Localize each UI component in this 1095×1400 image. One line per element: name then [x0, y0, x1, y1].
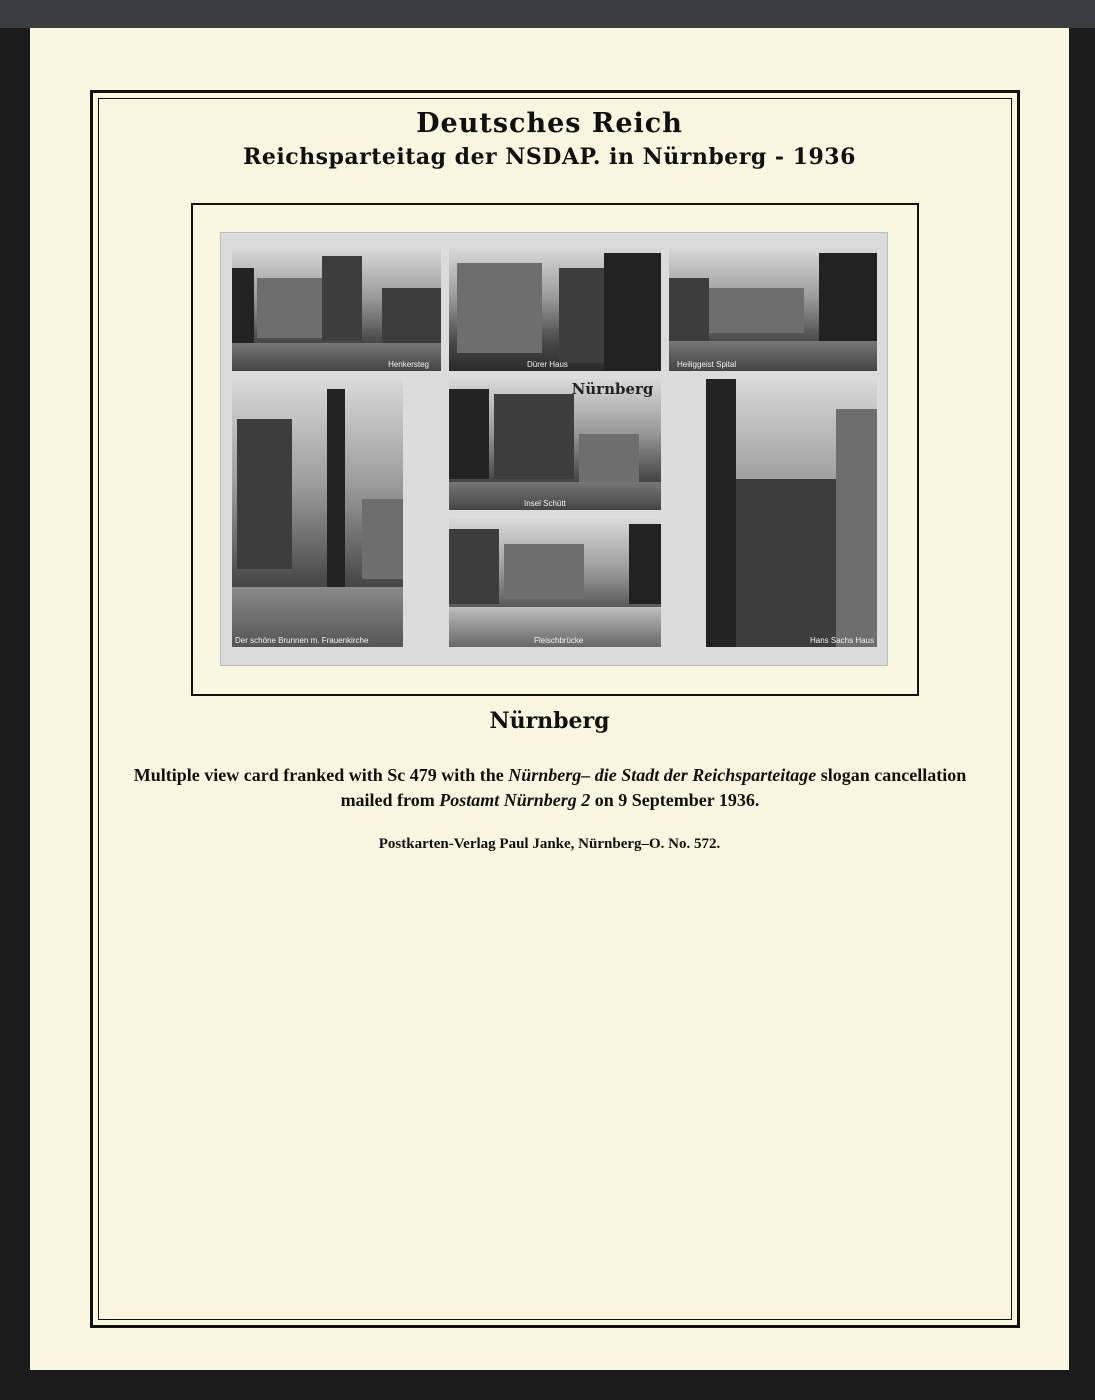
page-title: Deutsches Reich — [416, 108, 683, 139]
postcard-panel — [669, 248, 877, 371]
postcard-panel — [449, 248, 661, 371]
post-office-text: Postamt Nürnberg 2 — [439, 790, 591, 810]
postcard-panel — [449, 519, 661, 647]
postcard-panel — [706, 379, 877, 647]
page-subtitle: Reichsparteitag der NSDAP. in Nürnberg - 1936 — [243, 144, 856, 170]
panel-caption: Der schöne Brunnen m. Frauenkirche — [235, 636, 369, 645]
panel-caption: Hans Sachs Haus — [809, 636, 874, 645]
slogan-text: Nürnberg– die Stadt der Reichsparteitage — [508, 765, 817, 785]
panel-caption: Dürer Haus — [527, 360, 568, 369]
postcard-mount — [191, 203, 919, 696]
postcard-panel — [449, 379, 661, 510]
postcard-panel — [232, 248, 441, 371]
panel-caption: Insel Schütt — [524, 499, 566, 508]
background-top-bar — [0, 0, 1095, 28]
page-heading: Nürnberg — [489, 708, 610, 734]
panel-caption: Fleischbrücke — [534, 636, 584, 645]
description-part: Multiple view card franked with Sc 479 with the — [133, 765, 509, 785]
album-page — [30, 28, 1069, 1370]
description-part: on 9 September 1936. — [590, 790, 760, 810]
publisher-note: Postkarten-Verlag Paul Janke, Nürnberg–O. No. 572. — [378, 836, 721, 852]
panel-caption: Henkersteg — [388, 360, 429, 369]
postcard-panel — [232, 379, 403, 647]
panel-caption: Heiliggeist Spital — [677, 360, 737, 369]
description-text — [120, 763, 980, 813]
postcard-city-label: Nürnberg — [571, 380, 654, 398]
postcard-image — [220, 232, 888, 666]
description-part: slogan cancellation mailed from — [340, 765, 967, 810]
